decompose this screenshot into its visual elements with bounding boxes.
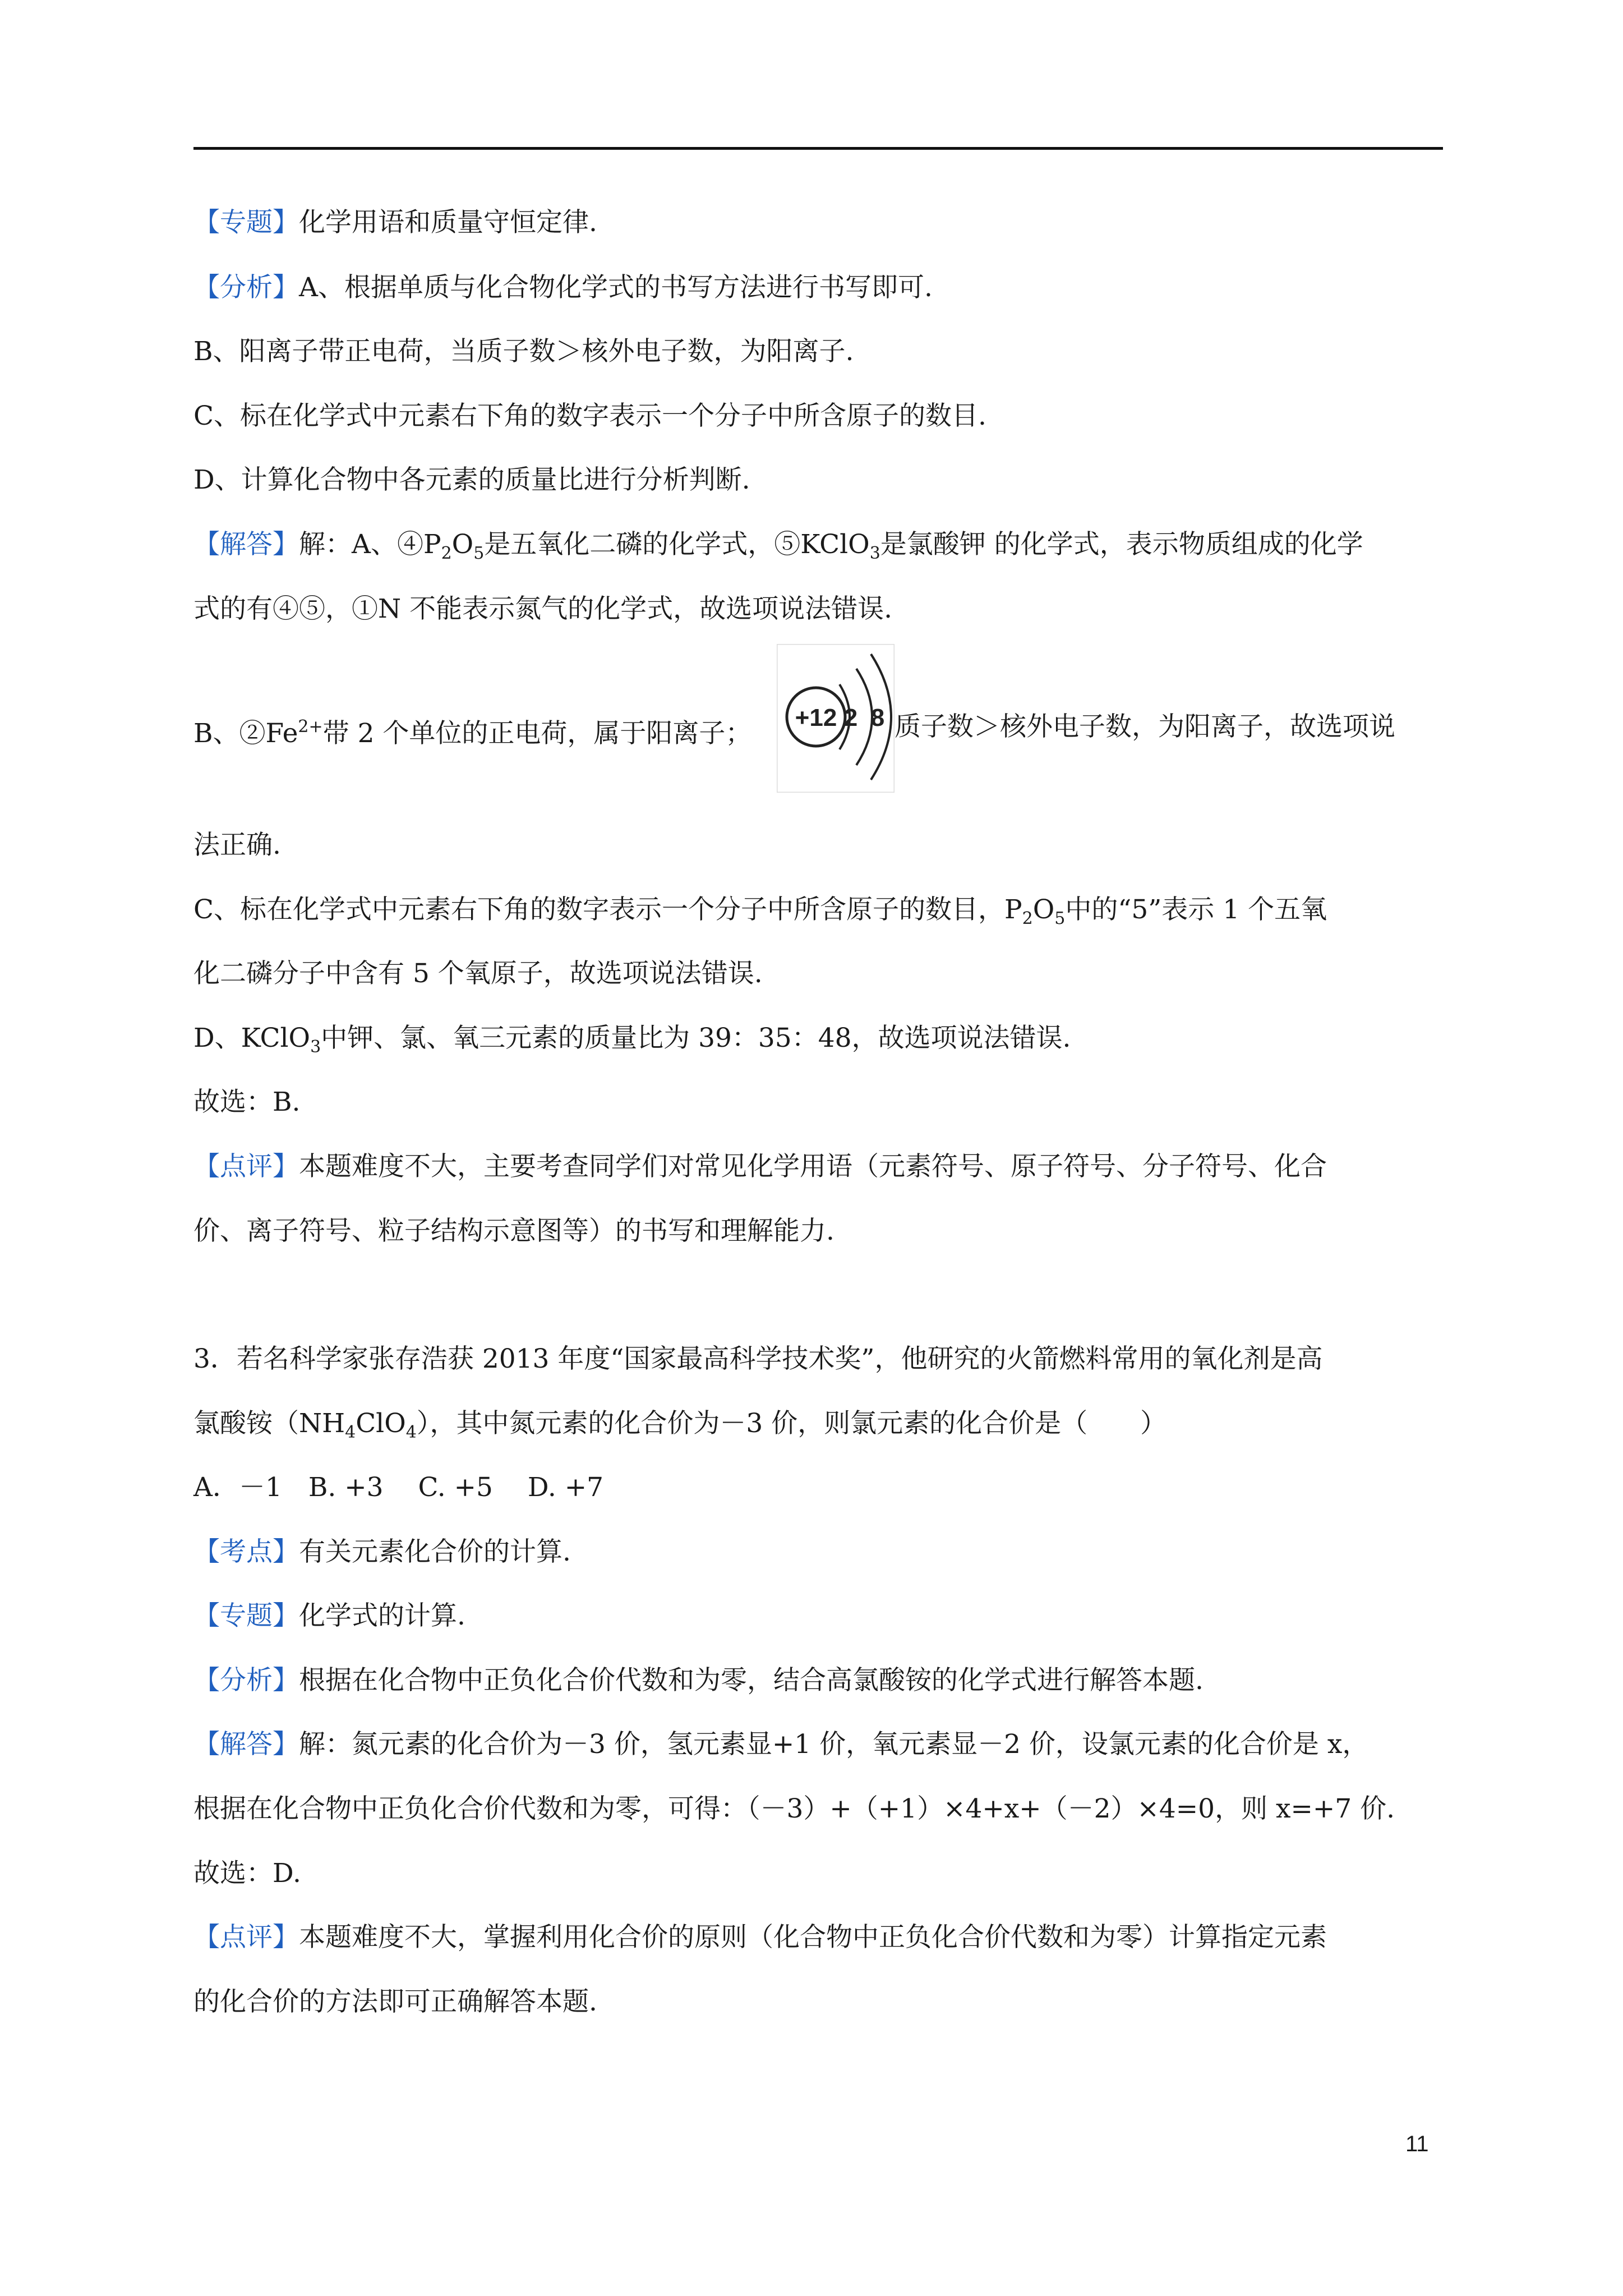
fenxi-tag: 【分析】 bbox=[193, 1665, 299, 1696]
jieda-a1-mid: 是五氧化二磷的化学式，⑤KClO bbox=[484, 529, 870, 560]
q2-fenxi-line bbox=[193, 271, 933, 305]
q3-fenxi-text: 根据在化合物中正负化合价代数和为零，结合高氯酸铵的化学式进行解答本题. bbox=[299, 1665, 1204, 1696]
jieda-d-pre: D、KClO bbox=[193, 1023, 311, 1053]
q3-fenxi-line bbox=[193, 1664, 1204, 1697]
q2-zhuanti-line bbox=[193, 206, 597, 240]
q2-jieda-b2: 法正确. bbox=[193, 830, 281, 861]
page-number: 11 bbox=[1405, 2132, 1429, 2156]
q2-zhuanti-text: 化学用语和质量守恒定律. bbox=[299, 207, 597, 238]
q3-kaodian-text: 有关元素化合价的计算. bbox=[299, 1536, 571, 1567]
fenxi-tag: 【分析】 bbox=[193, 272, 299, 303]
q2-fenxi-d: D、计算化合物中各元素的质量比进行分析判断. bbox=[193, 464, 750, 495]
shell-1-electrons: 2 bbox=[843, 704, 858, 731]
q3-stem-2-mid: ClO bbox=[356, 1408, 406, 1439]
magnesium-ion-structure-diagram bbox=[777, 644, 895, 793]
zhuanti-tag: 【专题】 bbox=[193, 1600, 299, 1631]
jieda-a1-pre: 解：A、④P bbox=[299, 529, 441, 560]
subscript: 4 bbox=[405, 1423, 417, 1442]
jieda-d-post: 中钾、氯、氧三元素的质量比为 39：35：48，故选项说法错误. bbox=[321, 1023, 1071, 1053]
subscript: 5 bbox=[473, 544, 485, 563]
q3-stem-2-pre: 氯酸铵（NH bbox=[193, 1408, 345, 1439]
q3-dianping-2: 的化合价的方法即可正确解答本题. bbox=[193, 1986, 597, 2017]
shell-2-electrons: 8 bbox=[870, 704, 885, 731]
q2-dianping-2: 价、离子符号、粒子结构示意图等）的书写和理解能力. bbox=[193, 1216, 834, 1246]
q2-fenxi-b: B、阳离子带正电荷，当质子数＞核外电子数，为阳离子. bbox=[193, 336, 854, 367]
subscript: 5 bbox=[1054, 909, 1066, 928]
q2-dianping-line bbox=[193, 1150, 1327, 1184]
q2-answer: 故选：B. bbox=[193, 1087, 301, 1117]
q3-dianping-line bbox=[193, 1921, 1327, 1954]
q2-jieda-c2: 化二磷分子中含有 5 个氧原子，故选项说法错误. bbox=[193, 958, 763, 989]
q3-jieda-2: 根据在化合物中正负化合价代数和为零，可得：（－3）+（+1）×4+x+（－2）×4=0，则 x=+7 价. bbox=[193, 1793, 1395, 1824]
subscript: 4 bbox=[345, 1423, 356, 1442]
dianping-tag: 【点评】 bbox=[193, 1151, 299, 1182]
q2-dianping-text: 本题难度不大，主要考查同学们对常见化学用语（元素符号、原子符号、分子符号、化合 bbox=[299, 1151, 1327, 1182]
q2-fenxi-c: C、标在化学式中元素右下角的数字表示一个分子中所含原子的数目. bbox=[193, 401, 986, 431]
q3-kaodian-line bbox=[193, 1535, 571, 1569]
jieda-tag: 【解答】 bbox=[193, 529, 299, 560]
q3-stem-2-post: ），其中氮元素的化合价为－3 价，则氯元素的化合价是（ ） bbox=[416, 1408, 1167, 1439]
dianping-tag: 【点评】 bbox=[193, 1922, 299, 1953]
q2-fenxi-text: A、根据单质与化合物化学式的书写方法进行书写即可. bbox=[299, 272, 933, 303]
jieda-b-mid: 带 2 个单位的正电荷，属于阳离子； bbox=[322, 718, 752, 749]
q3-stem-2 bbox=[193, 1407, 1166, 1450]
nucleus-charge: +12 bbox=[795, 704, 837, 731]
q2-jieda-b bbox=[193, 710, 751, 751]
jieda-c1-pre: C、标在化学式中元素右下角的数字表示一个分子中所含原子的数目，P bbox=[193, 894, 1022, 925]
jieda-a1-o: O bbox=[451, 529, 474, 560]
q2-jieda-a1 bbox=[193, 528, 1363, 570]
subscript: 3 bbox=[869, 544, 880, 563]
jieda-a1-post: 是氯酸钾 的化学式，表示物质组成的化学 bbox=[880, 529, 1363, 560]
q3-jieda-line bbox=[193, 1728, 1368, 1761]
superscript: 2+ bbox=[298, 717, 323, 737]
header-rule bbox=[193, 147, 1443, 150]
q3-zhuanti-text: 化学式的计算. bbox=[299, 1600, 465, 1631]
q3-jieda-text: 解：氮元素的化合价为－3 价，氢元素显+1 价，氧元素显－2 价，设氯元素的化合价是 x， bbox=[299, 1729, 1369, 1760]
q2-jieda-d bbox=[193, 1022, 1071, 1064]
subscript: 3 bbox=[310, 1037, 321, 1057]
q3-options: A．－1 B. +3 C. +5 D. +7 bbox=[193, 1472, 604, 1503]
q2-jieda-c1 bbox=[193, 893, 1327, 936]
jieda-c1-o: O bbox=[1032, 894, 1055, 925]
q3-answer: 故选：D. bbox=[193, 1858, 301, 1889]
q3-zhuanti-line bbox=[193, 1599, 465, 1633]
jieda-b-pre: B、②Fe bbox=[193, 718, 298, 749]
zhuanti-tag: 【专题】 bbox=[193, 207, 299, 238]
jieda-tag: 【解答】 bbox=[193, 1729, 299, 1760]
subscript: 2 bbox=[441, 544, 452, 563]
q2-jieda-a2: 式的有④⑤，①N 不能表示氮气的化学式，故选项说法错误. bbox=[193, 593, 893, 624]
jieda-c1-post: 中的“5”表示 1 个五氧 bbox=[1065, 894, 1327, 925]
q3-stem-1: 3．若名科学家张存浩获 2013 年度“国家最高科学技术奖”，他研究的火箭燃料常用的氧化剂是高 bbox=[193, 1343, 1323, 1374]
q3-dianping-text: 本题难度不大，掌握利用化合价的原则（化合物中正负化合价代数和为零）计算指定元素 bbox=[299, 1922, 1327, 1953]
subscript: 2 bbox=[1022, 909, 1033, 928]
q2-jieda-b-post: 质子数＞核外电子数，为阳离子，故选项说 bbox=[895, 711, 1395, 742]
kaodian-tag: 【考点】 bbox=[193, 1536, 299, 1567]
